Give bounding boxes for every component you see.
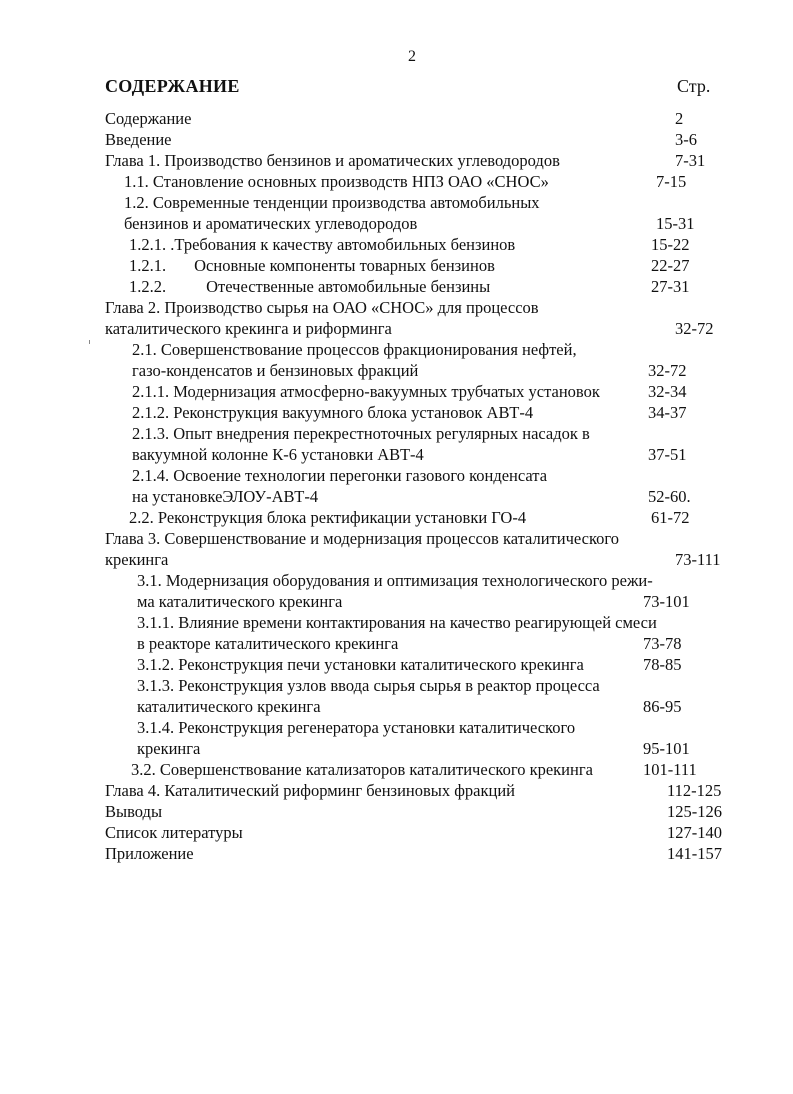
toc-entry-page: 27-31	[651, 277, 690, 296]
toc-entry-title-continued: вакуумной колонне К-6 установки АВТ-4	[132, 445, 424, 464]
toc-entry-page: 15-22	[651, 235, 690, 254]
toc-entry-title-continued: крекинга	[105, 550, 169, 569]
toc-entry-page: 73-78	[643, 634, 682, 653]
toc-entry-conclusions	[105, 801, 737, 822]
toc-entry-title: Список литературы	[105, 823, 243, 842]
toc-entry-page: 73-111	[675, 550, 721, 569]
toc-entry-title: 2.2. Реконструкция блока ректификации установки ГО-4	[129, 508, 527, 527]
toc-entry-page: 95-101	[643, 739, 690, 758]
toc-entry-page: 22-27	[651, 256, 690, 275]
toc-entry-section-1-2	[105, 192, 737, 234]
toc-entry-references	[105, 822, 737, 843]
toc-entry-section-2-2	[105, 507, 737, 528]
toc-entry-page: 141-157	[667, 844, 722, 863]
toc-entry-page: 32-72	[675, 319, 714, 338]
toc-entry-page: 127-140	[667, 823, 722, 842]
toc-entry-page: 7-15	[656, 172, 687, 191]
toc-entry-page: 3-6	[675, 130, 697, 149]
toc-entry-title: 2.1. Совершенствование процессов фракционирования нефтей,	[132, 340, 577, 359]
toc-entry-title-continued: на установкеЭЛОУ-АВТ-4	[132, 487, 319, 506]
toc-entry-title: 3.1. Модернизация оборудования и оптимизация технологического режи-	[137, 571, 653, 590]
toc-entry-title: 2.1.3. Опыт внедрения перекрестноточных регулярных насадок в	[132, 424, 590, 443]
toc-entry-chapter-4	[105, 780, 737, 801]
toc-entry-section-3-1-4	[105, 717, 737, 759]
toc-entry-title: 3.1.4. Реконструкция регенератора установки каталитического	[137, 718, 576, 737]
toc-entry-section-2-1	[105, 339, 737, 381]
toc-entry-page: 52-60.	[648, 487, 691, 506]
toc-entry-section-3-1	[105, 570, 737, 612]
toc-entry-page: 2	[675, 109, 684, 128]
toc-entry-title-continued: газо-конденсатов и бензиновых фракций	[132, 361, 419, 380]
toc-entry-chapter-3	[105, 528, 737, 570]
toc-entry-title: 3.1.2. Реконструкция печи установки каталитического крекинга	[137, 655, 584, 674]
toc-entry-title: 3.1.3. Реконструкция узлов ввода сырья сырья в реактор процесса	[137, 676, 600, 695]
toc-entry-title: 3.2. Совершенствование катализаторов каталитического крекинга	[131, 760, 593, 779]
toc-entry-title: 1.2. Современные тенденции производства автомобильных	[124, 193, 540, 212]
page-number: 2	[408, 48, 416, 65]
toc-entry-section-3-1-2	[105, 654, 737, 675]
toc-entry-title-continued: каталитического крекинга	[137, 697, 321, 716]
toc-entry-page: 101-111	[643, 760, 697, 779]
toc-title: СОДЕРЖАНИЕ	[105, 76, 240, 96]
toc-entry-title: Выводы	[105, 802, 163, 821]
toc-entry-section-2-1-2	[105, 402, 737, 423]
toc-entry-page: 73-101	[643, 592, 690, 611]
toc-entry-number: 1.2.2.	[129, 277, 167, 296]
toc-entry-section-2-1-4	[105, 465, 737, 507]
toc-entry-title: Введение	[105, 130, 172, 149]
toc-entry-section-2-1-1	[105, 381, 737, 402]
page-column-label: Стр.	[677, 76, 711, 96]
toc-entry-section-1-2-1a	[105, 234, 737, 255]
toc-entry-title-continued: в реакторе каталитического крекинга	[137, 634, 399, 653]
toc-header	[105, 76, 737, 97]
toc-entry-title: 2.1.1. Модернизация атмосферно-вакуумных трубчатых установок	[132, 382, 600, 401]
toc-entry-section-1-2-1b	[105, 255, 737, 276]
toc-entry-page: 7-31	[675, 151, 706, 170]
toc-entry-section-3-1-3	[105, 675, 737, 717]
toc-entry-page: 61-72	[651, 508, 690, 527]
toc-entry-title-continued: крекинга	[137, 739, 201, 758]
toc-entry-chapter-1	[105, 150, 737, 171]
toc-entry-page: 37-51	[648, 445, 687, 464]
toc-entry-title: 1.1. Становление основных производств НПЗ ОАО «СНОС»	[124, 172, 549, 191]
toc-entry-number: 1.2.1.	[129, 256, 167, 275]
toc-entry-title: 1.2.1. .Требования к качеству автомобильных бензинов	[129, 235, 516, 254]
toc-entry-section-2-1-3	[105, 423, 737, 465]
toc-entry-title-continued: бензинов и ароматических углеводородов	[124, 214, 418, 233]
toc-entry-section-1-2-2	[105, 276, 737, 297]
toc-entry-page: 32-34	[648, 382, 687, 401]
toc-entry-title: Приложение	[105, 844, 194, 863]
toc-entry-appendix	[105, 843, 737, 864]
toc-entry-page: 86-95	[643, 697, 682, 716]
toc-entry-title: 2.1.4. Освоение технологии перегонки газового конденсата	[132, 466, 548, 485]
toc-entry-page: 112-125	[667, 781, 722, 800]
table-of-contents	[105, 108, 737, 864]
toc-entry-section-3-2	[105, 759, 737, 780]
toc-entry-page: 32-72	[648, 361, 687, 380]
toc-entry-chapter-2	[105, 297, 737, 339]
toc-entry-title: Глава 2. Производство сырья на ОАО «СНОС» для процессов	[105, 298, 539, 317]
toc-entry-introduction	[105, 129, 737, 150]
toc-entry-title: Содержание	[105, 109, 192, 128]
toc-entry-title: 3.1.1. Влияние времени контактирования на качество реагирующей смеси	[137, 613, 657, 632]
toc-entry-page: 125-126	[667, 802, 722, 821]
toc-entry-page: 34-37	[648, 403, 687, 422]
toc-entry-page: 78-85	[643, 655, 682, 674]
toc-entry-title: Глава 1. Производство бензинов и ароматических углеводородов	[105, 151, 560, 170]
toc-entry-title: Основные компоненты товарных бензинов	[194, 256, 495, 275]
toc-entry-title-continued: каталитического крекинга и риформинга	[105, 319, 392, 338]
toc-entry-section-1-1	[105, 171, 737, 192]
toc-entry-title: Глава 3. Совершенствование и модернизация процессов каталитического	[105, 529, 619, 548]
toc-entry-section-3-1-1	[105, 612, 737, 654]
toc-entry-title: 2.1.2. Реконструкция вакуумного блока установок АВТ-4	[132, 403, 534, 422]
toc-entry-contents	[105, 108, 737, 129]
scan-artifact-mark	[89, 340, 90, 344]
toc-entry-title: Отечественные автомобильные бензины	[206, 277, 491, 296]
toc-entry-title: Глава 4. Каталитический риформинг бензиновых фракций	[105, 781, 516, 800]
toc-entry-title-continued: ма каталитического крекинга	[137, 592, 343, 611]
toc-entry-page: 15-31	[656, 214, 695, 233]
